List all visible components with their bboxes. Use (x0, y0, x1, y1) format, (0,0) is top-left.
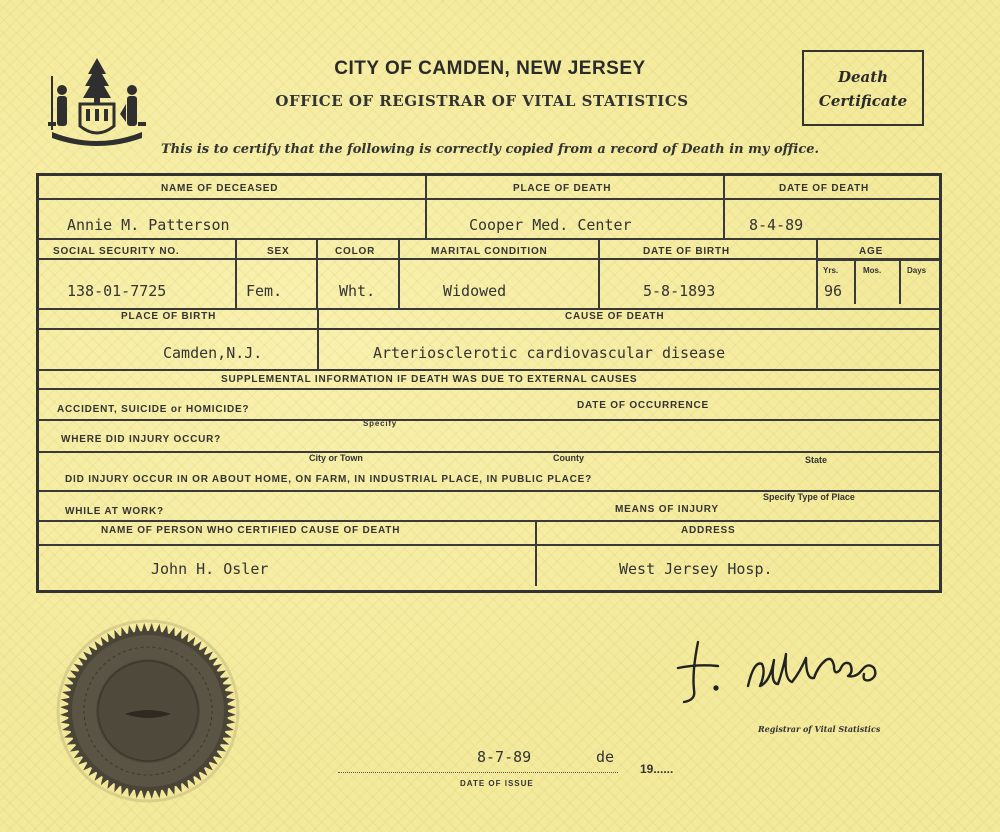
value-place-of-birth: Camden,N.J. (163, 344, 263, 362)
label-social-security: SOCIAL SECURITY NO. (53, 246, 180, 257)
label-while-at-work: WHILE AT WORK? (65, 506, 164, 517)
record-form (36, 173, 942, 593)
label-mos: Mos. (863, 266, 882, 275)
label-date-of-death: DATE OF DEATH (779, 183, 870, 194)
label-specify: Specify (363, 419, 398, 428)
value-place-of-death: Cooper Med. Center (469, 216, 632, 234)
label-cause-of-death: CAUSE OF DEATH (565, 311, 665, 322)
issue-date-de: de (596, 748, 615, 766)
value-date-of-birth: 5-8-1893 (643, 282, 716, 300)
label-color: COLOR (335, 246, 376, 257)
value-cause-of-death: Arteriosclerotic cardiovascular disease (373, 344, 726, 362)
state-seal-crest-icon (42, 52, 152, 152)
value-social-security: 138-01-7725 (67, 282, 167, 300)
value-age-years: 96 (824, 282, 843, 300)
label-place-of-death: PLACE OF DEATH (513, 183, 612, 194)
label-county: County (553, 453, 584, 463)
registrar-signature (670, 628, 940, 708)
city-title: CITY OF CAMDEN, NEW JERSEY (334, 58, 646, 79)
value-sex: Fem. (246, 282, 283, 300)
label-marital-condition: MARITAL CONDITION (431, 246, 548, 257)
office-title: OFFICE OF REGISTRAR OF VITAL STATISTICS (275, 92, 689, 110)
certificate-type-line2: Certificate (818, 92, 908, 110)
label-where-injury: WHERE DID INJURY OCCUR? (61, 434, 222, 445)
value-color: Wht. (339, 282, 376, 300)
date-of-issue-label: DATE OF ISSUE (460, 779, 534, 788)
value-certifier-name: John H. Osler (151, 560, 269, 578)
issue-date-line (338, 772, 618, 773)
value-date-of-death: 8-4-89 (749, 216, 804, 234)
value-marital-condition: Widowed (443, 282, 507, 300)
label-certifier-name: NAME OF PERSON WHO CERTIFIED CAUSE OF DEATH (101, 525, 401, 536)
label-specify-type: Specify Type of Place (763, 492, 855, 502)
label-date-of-occurrence: DATE OF OCCURRENCE (577, 400, 709, 411)
label-address: ADDRESS (681, 525, 736, 536)
issue-year-prefix: 19...... (640, 762, 674, 776)
registrar-title: Registrar of Vital Statistics (758, 724, 881, 734)
label-date-of-birth: DATE OF BIRTH (643, 246, 730, 257)
label-accident-suicide-homicide: ACCIDENT, SUICIDE or HOMICIDE? (57, 404, 250, 415)
label-age: AGE (859, 246, 884, 257)
certificate-type-line1: Death (837, 68, 889, 86)
certificate-type-box (802, 50, 924, 126)
issue-date: 8-7-89 (477, 748, 532, 766)
label-injury-place: DID INJURY OCCUR IN OR ABOUT HOME, ON FARM, IN INDUSTRIAL PLACE, IN PUBLIC PLACE? (65, 474, 593, 485)
label-days: Days (907, 266, 927, 275)
label-place-of-birth: PLACE OF BIRTH (121, 311, 217, 322)
label-supplemental: SUPPLEMENTAL INFORMATION IF DEATH WAS DUE TO EXTERNAL CAUSES (221, 374, 638, 385)
certify-statement: This is to certify that the following is correctly copied from a record of Death in my office. (160, 142, 820, 157)
label-city-or-town: City or Town (309, 453, 363, 463)
label-sex: SEX (267, 246, 290, 257)
embossed-seal-icon (55, 618, 241, 804)
label-state: State (805, 455, 828, 465)
label-name-of-deceased: NAME OF DECEASED (161, 183, 279, 194)
label-yrs: Yrs. (823, 266, 839, 275)
value-name-of-deceased: Annie M. Patterson (67, 216, 230, 234)
label-means-of-injury: MEANS OF INJURY (615, 504, 719, 515)
value-address: West Jersey Hosp. (619, 560, 773, 578)
